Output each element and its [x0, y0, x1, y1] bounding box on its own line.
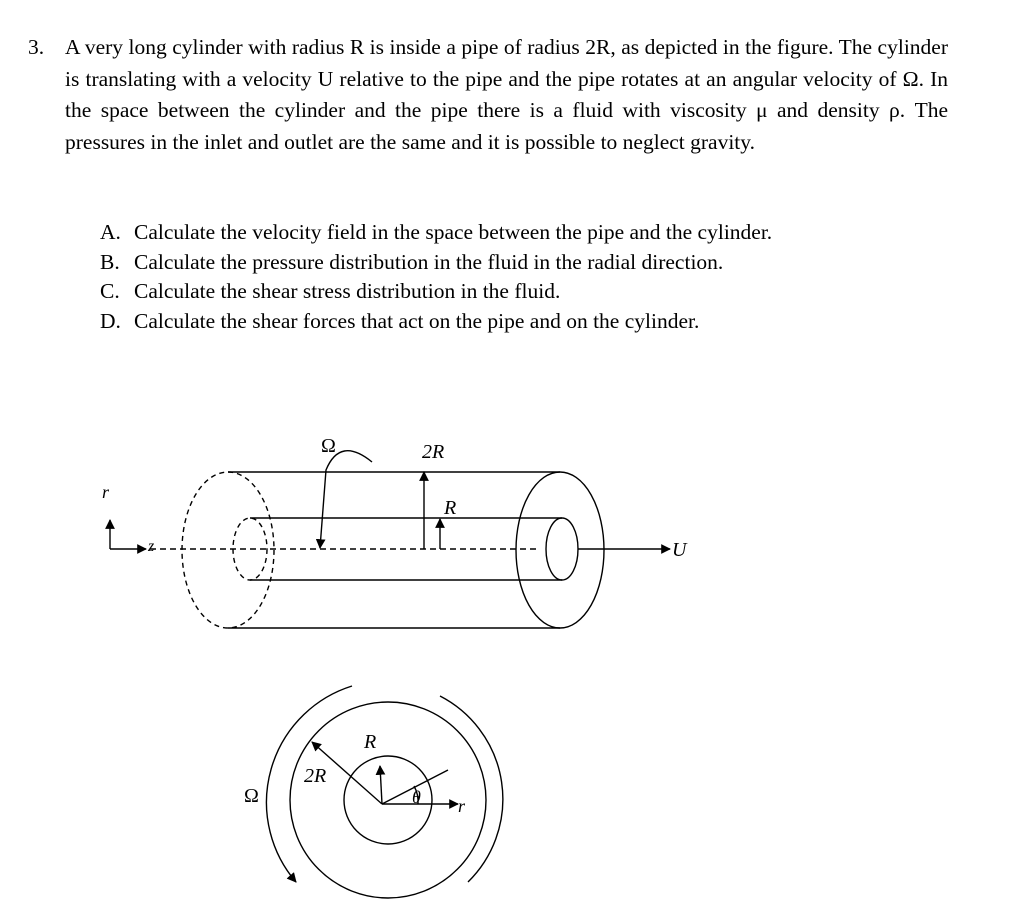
cross-outer-radius-label: 2R — [304, 765, 327, 787]
pipe-right-end — [516, 472, 604, 628]
part-letter: D. — [100, 308, 121, 333]
cross-section-labels — [244, 731, 466, 816]
inner-radius-label: R — [444, 497, 457, 519]
part-letter: C. — [100, 279, 120, 303]
outer-radius-label: 2R — [422, 441, 445, 463]
velocity-label: U — [672, 539, 687, 561]
part-text: Calculate the shear forces that act on the pipe and on the cylinder. — [134, 308, 700, 333]
r-axis-label: r — [102, 482, 110, 502]
pipe-circle — [290, 702, 486, 898]
problem-number: 3. — [28, 35, 45, 59]
part-letter: A. — [100, 220, 121, 244]
cross-inner-radius-label: R — [364, 731, 377, 753]
problem-statement: A very long cylinder with radius R is inside a pipe of radius 2R, as depicted in the figure. The cylinder is translating with a velocity U relative to the pipe and the pipe rotates at an angular velocity of Ω. In the space between the cylinder and the pipe there is a fluid with viscosity μ and density ρ. The pressures in the inlet and outlet are the same and it is possible to neglect gravity. — [65, 35, 948, 154]
inner-radius-line — [380, 766, 382, 804]
rotation-arrow — [320, 451, 372, 548]
side-view-diagram — [110, 451, 670, 628]
pipe-left-end — [182, 472, 274, 628]
cross-section-diagram — [266, 686, 502, 898]
part-text: Calculate the shear stress distribution in the fluid. — [134, 279, 561, 303]
cylinder-right-end — [546, 518, 578, 580]
z-axis-label: z — [148, 538, 155, 555]
side-view-labels — [102, 435, 688, 561]
cross-omega-label: Ω — [244, 785, 259, 807]
part-text: Calculate the velocity field in the space between the pipe and the cylinder. — [134, 220, 773, 244]
part-letter: B. — [100, 249, 120, 274]
cross-r-label: r — [458, 796, 466, 816]
theta-label: θ — [412, 787, 421, 807]
part-text: Calculate the pressure distribution in the fluid in the radial direction. — [134, 249, 724, 274]
omega-label: Ω — [321, 435, 336, 457]
